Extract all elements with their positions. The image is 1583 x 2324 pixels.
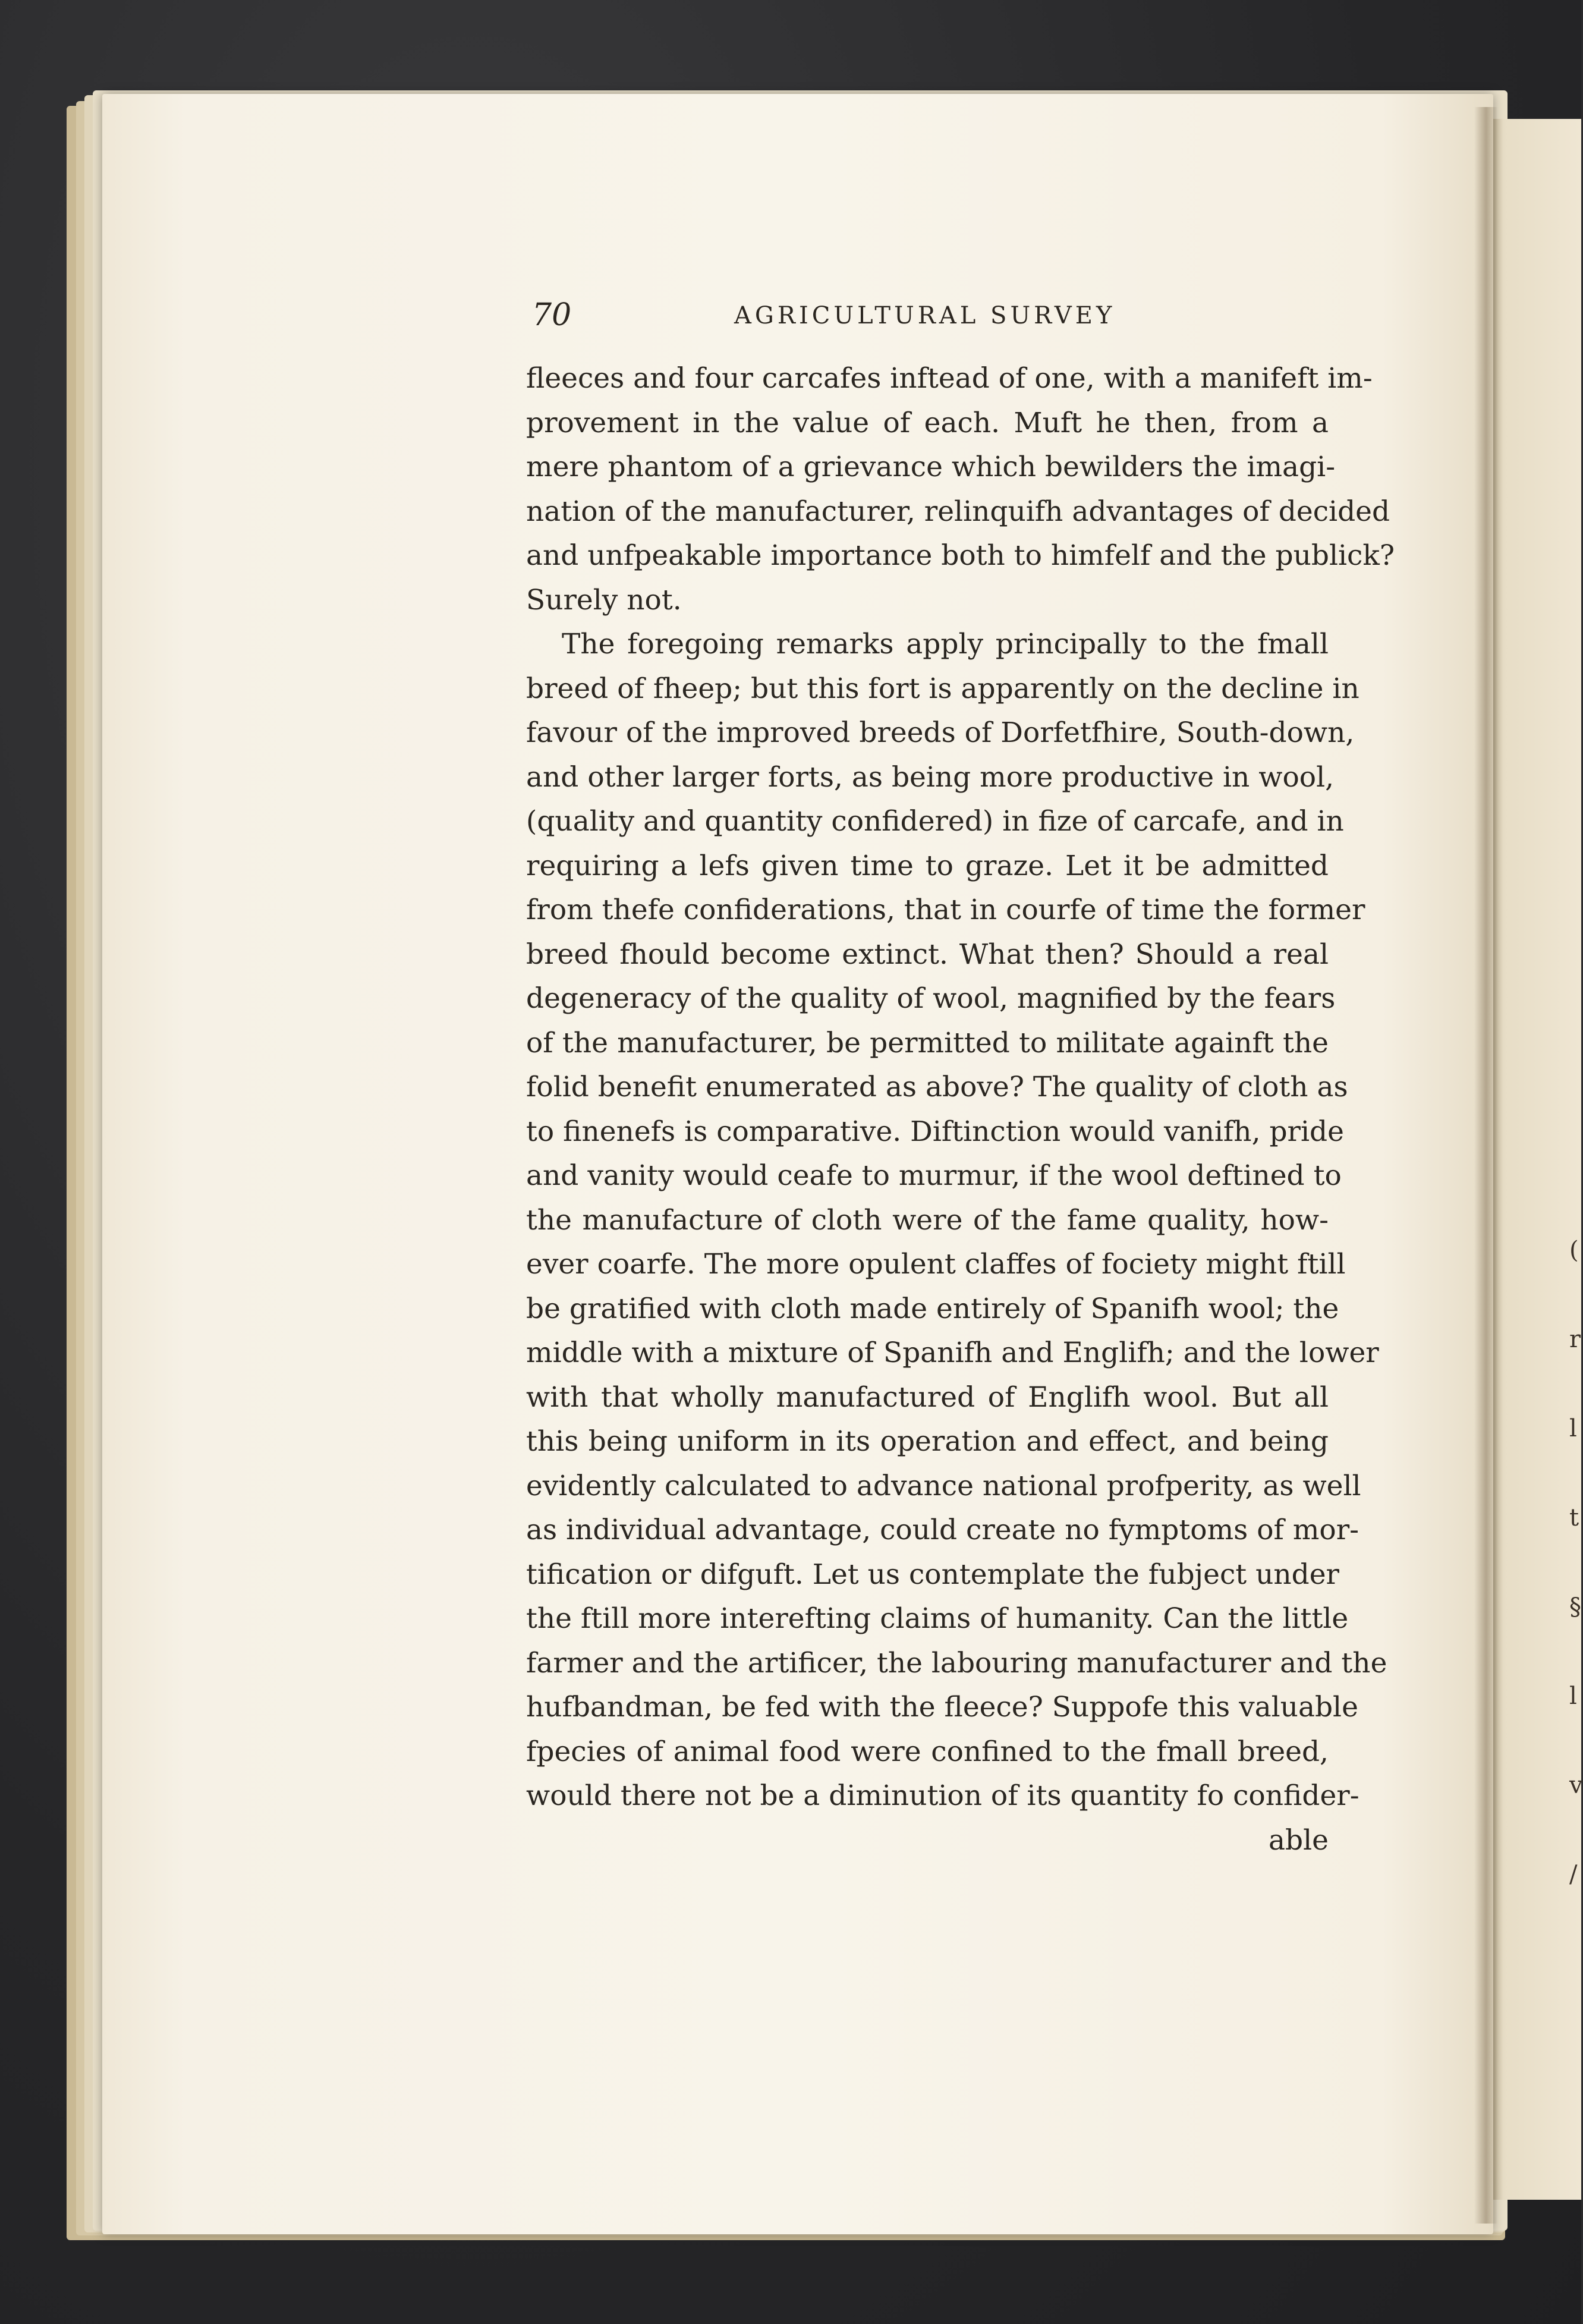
text-line: and vanity would ceafe to murmur, if the wool deftined to — [526, 1159, 1342, 1192]
text-line: as individual advantage, could create no fymptoms of mor- — [526, 1514, 1359, 1546]
text-line: The foregoing remarks apply principally to the fmall — [562, 628, 1329, 661]
facing-page-mark: v — [1569, 1772, 1583, 1799]
text-line: fpecies of animal food were confined to the fmall breed, — [526, 1735, 1329, 1768]
book-gutter — [1474, 107, 1498, 2224]
text-line: requiring a lefs given time to graze. Let it be admitted — [526, 849, 1329, 882]
catchword: able — [1269, 1823, 1329, 1857]
facing-page — [1486, 119, 1581, 2200]
facing-page-mark: l — [1569, 1415, 1577, 1442]
page-header — [532, 297, 1335, 339]
text-line: middle with a mixture of Spanifh and Englifh; and the lower — [526, 1336, 1379, 1369]
facing-page-mark: l — [1569, 1683, 1577, 1710]
text-line: breed of fheep; but this fort is apparently on the decline in — [526, 672, 1359, 705]
facing-page-mark: t — [1569, 1504, 1579, 1531]
text-line: the ftill more interefting claims of humanity. Can the little — [526, 1602, 1349, 1635]
facing-page-mark: ( — [1569, 1237, 1579, 1264]
text-line: mere phantom of a grievance which bewilders the imagi- — [526, 451, 1336, 483]
facing-page-mark: / — [1569, 1861, 1578, 1888]
text-line: provement in the value of each. Muft he then, from a — [526, 406, 1329, 439]
text-line: be gratified with cloth made entirely of Spanifh wool; the — [526, 1292, 1339, 1325]
facing-page-mark: § — [1569, 1593, 1581, 1621]
text-line: the manufacture of cloth were of the fame quality, how- — [526, 1203, 1329, 1237]
running-head: AGRICULTURAL SURVEY — [734, 302, 1116, 329]
text-line: of the manufacturer, be permitted to militate againft the — [526, 1026, 1329, 1059]
text-line: farmer and the artificer, the labouring manufacturer and the — [526, 1646, 1387, 1680]
facing-page-marks — [1569, 1237, 1583, 1950]
text-line: (quality and quantity confidered) in fize of carcafe, and in — [526, 805, 1344, 838]
text-line: with that wholly manufactured of Englifh wool. But all — [526, 1380, 1329, 1414]
body-text — [526, 357, 1395, 1863]
text-line: degeneracy of the quality of wool, magnified by the fears — [526, 982, 1336, 1015]
text-line: would there not be a diminution of its quantity fo confider- — [526, 1779, 1359, 1812]
facing-page-mark: r — [1569, 1326, 1581, 1353]
text-line: evidently calculated to advance national profperity, as well — [526, 1469, 1361, 1502]
text-line: tification or difguft. Let us contemplate the fubject under — [526, 1558, 1340, 1591]
text-line: folid benefit enumerated as above? The quality of cloth as — [526, 1071, 1348, 1103]
text-line: nation of the manufacturer, relinquifh advantages of decided — [526, 495, 1390, 528]
text-line: breed fhould become extinct. What then? Should a real — [526, 938, 1329, 971]
text-line: from thefe confiderations, that in courfe of time the former — [526, 894, 1365, 926]
text-line: and unfpeakable importance both to himfelf and the publick? — [526, 539, 1395, 572]
text-line: Surely not. — [526, 583, 682, 617]
text-line: to finenefs is comparative. Diftinction would vanifh, pride — [526, 1115, 1344, 1148]
page-number: 70 — [532, 297, 572, 333]
text-line: ever coarfe. The more opulent claffes of fociety might ftill — [526, 1248, 1346, 1281]
text-line: favour of the improved breeds of Dorfetfhire, South-down, — [526, 716, 1355, 749]
text-line: hufbandman, be fed with the fleece? Suppofe this valuable — [526, 1691, 1358, 1724]
text-line: and other larger forts, as being more productive in wool, — [526, 760, 1335, 794]
text-line: fleeces and four carcafes inftead of one, with a manifeft im- — [526, 362, 1373, 395]
text-line: this being uniform in its operation and effect, and being — [526, 1425, 1329, 1458]
